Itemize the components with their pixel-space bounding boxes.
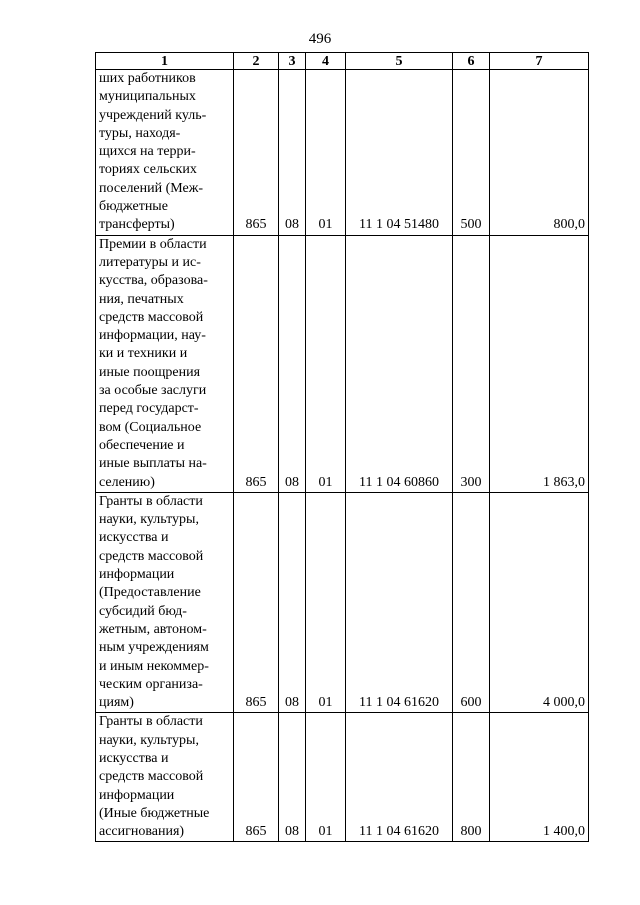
description-line: ческим организа-: [99, 676, 203, 692]
description-line: науки, культуры,: [99, 732, 199, 748]
description-line: иные поощрения: [99, 364, 201, 380]
column-header: 4: [306, 53, 346, 70]
column-header: 7: [490, 53, 589, 70]
description-line: за особые заслуги: [99, 383, 207, 399]
description-line: информации, нау-: [99, 328, 206, 344]
amount-cell: 800,0: [490, 70, 589, 236]
table-row: [96, 713, 589, 842]
subsection-cell: 01: [306, 235, 346, 492]
description-line: иные выплаты на-: [99, 456, 207, 472]
row-description: [96, 713, 234, 842]
description-line: информации: [99, 567, 175, 583]
description-line: средств массовой: [99, 548, 204, 564]
section-cell: 08: [279, 235, 306, 492]
subsection-cell: 01: [306, 492, 346, 713]
target-article-cell: 11 1 04 60860: [346, 235, 453, 492]
description-line: науки, культуры,: [99, 512, 199, 528]
table-row: [96, 235, 589, 492]
description-line: средств массовой: [99, 309, 204, 325]
description-line: информации: [99, 787, 175, 803]
description-line: жетным, автоном-: [99, 621, 207, 637]
description-line: вом (Социальное: [99, 419, 202, 435]
description-line: ассигнования): [99, 824, 185, 840]
admin-code-cell: 865: [234, 70, 279, 236]
description-line: Гранты в области: [99, 714, 203, 730]
expense-type-cell: 500: [453, 70, 490, 236]
page-number: 496: [308, 31, 332, 47]
description-line: искусства и: [99, 530, 169, 546]
description-line: Гранты в области: [99, 493, 203, 509]
column-header: 2: [234, 53, 279, 70]
table-row: [96, 70, 589, 236]
description-line: циям): [99, 695, 134, 711]
row-description: [96, 70, 234, 236]
subsection-cell: 01: [306, 70, 346, 236]
column-header: 6: [453, 53, 490, 70]
description-line: субсидий бюд-: [99, 603, 187, 619]
section-cell: 08: [279, 713, 306, 842]
expense-type-cell: 800: [453, 713, 490, 842]
description-line: щихся на терри-: [99, 144, 196, 160]
description-line: трансферты): [99, 217, 175, 233]
description-line: бюджетные: [99, 199, 168, 215]
description-line: поселений (Меж-: [99, 180, 204, 196]
row-description: [96, 235, 234, 492]
description-line: (Предоставление: [99, 585, 201, 601]
description-line: литературы и ис-: [99, 254, 201, 270]
description-line: ториях сельских: [99, 162, 197, 178]
description-line: кусства, образова-: [99, 273, 208, 289]
description-line: (Иные бюджетные: [99, 805, 210, 821]
admin-code-cell: 865: [234, 492, 279, 713]
admin-code-cell: 865: [234, 713, 279, 842]
description-line: муниципальных: [99, 89, 196, 105]
amount-cell: 1 400,0: [490, 713, 589, 842]
description-line: ния, печатных: [99, 291, 184, 307]
expense-type-cell: 300: [453, 235, 490, 492]
description-line: селению): [99, 474, 155, 490]
expense-type-cell: 600: [453, 492, 490, 713]
column-header: 5: [346, 53, 453, 70]
target-article-cell: 11 1 04 51480: [346, 70, 453, 236]
row-description: [96, 492, 234, 713]
description-line: ших работников: [99, 71, 196, 86]
description-line: ным учреждениям: [99, 640, 209, 656]
description-line: средств массовой: [99, 769, 204, 785]
description-line: учреждений куль-: [99, 107, 207, 123]
subsection-cell: 01: [306, 713, 346, 842]
column-header: 3: [279, 53, 306, 70]
description-line: и иным некоммер-: [99, 658, 209, 674]
amount-cell: 4 000,0: [490, 492, 589, 713]
description-line: Премии в области: [99, 236, 207, 252]
amount-cell: 1 863,0: [490, 235, 589, 492]
section-cell: 08: [279, 70, 306, 236]
description-line: искусства и: [99, 750, 169, 766]
description-line: обеспечение и: [99, 437, 185, 453]
description-line: ки и техники и: [99, 346, 188, 362]
section-cell: 08: [279, 492, 306, 713]
target-article-cell: 11 1 04 61620: [346, 713, 453, 842]
description-line: перед государст-: [99, 401, 199, 417]
target-article-cell: 11 1 04 61620: [346, 492, 453, 713]
description-line: туры, находя-: [99, 125, 181, 141]
column-header: 1: [96, 53, 234, 70]
table-row: [96, 492, 589, 713]
budget-table: [95, 52, 589, 842]
admin-code-cell: 865: [234, 235, 279, 492]
table-header-row: [96, 53, 589, 70]
